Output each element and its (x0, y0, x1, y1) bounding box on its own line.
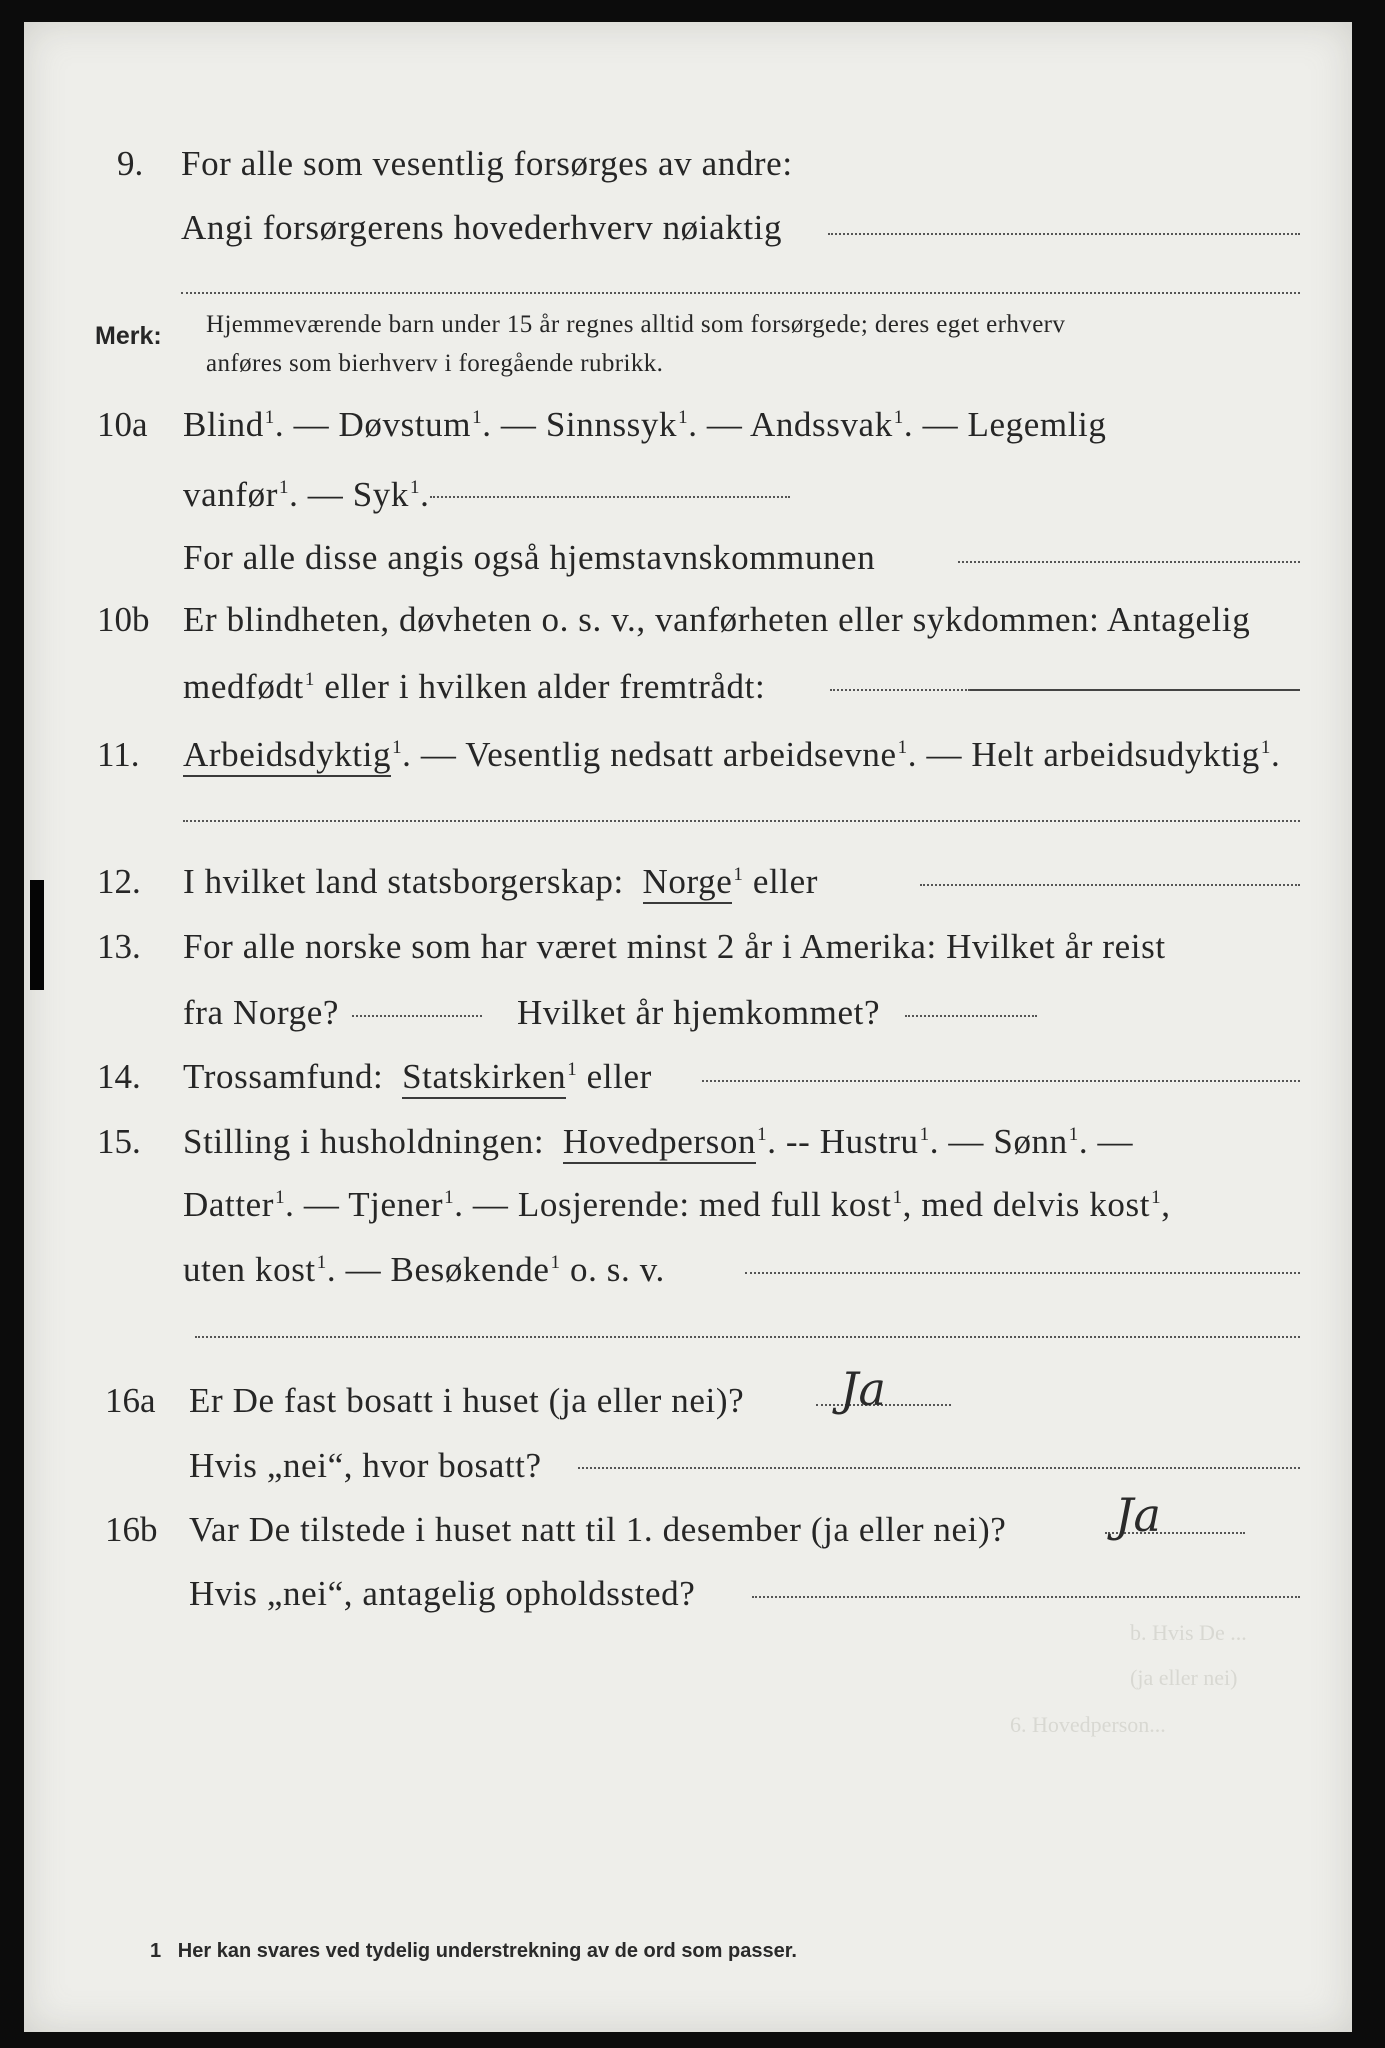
bleed-through: (ja eller nei) (1130, 1665, 1238, 1690)
opt-hovedperson: Hovedperson (563, 1122, 756, 1164)
opt-statskirken: Statskirken (402, 1057, 566, 1099)
merk-line2: anføres som bierhverv i foregående rubrikk. (206, 350, 664, 377)
sup: 1 (919, 1124, 930, 1145)
q10a-line1: Blind$^1$. — Døvstum$^1$. — Sinnssyk$^1$. — Andssvak$^1$. — Legemlig (183, 405, 1107, 444)
q9-number: 9. (117, 144, 144, 183)
q12-number: 12. (97, 862, 141, 901)
sup: 1 (304, 669, 315, 690)
q15-answer-line (745, 1272, 1300, 1274)
q10b-answer-line (830, 689, 970, 691)
opt-syk: — Syk (307, 475, 409, 514)
sup: 1 (1260, 737, 1271, 758)
sup: 1 (409, 477, 421, 498)
q13-line1: For alle norske som har været minst 2 år i Amerika: Hvilket år reist (183, 927, 1166, 966)
bleed-through: b. Hvis De ... (1130, 1620, 1247, 1645)
q10b-alder: eller i hvilken alder fremtrådt: (324, 667, 766, 706)
sup: 1 (897, 737, 908, 758)
q14-line (183, 1057, 652, 1097)
opt-hustru: . -- Hustru (767, 1122, 919, 1161)
q10b-number: 10b (97, 600, 150, 639)
bleed-through: 6. Hovedperson... (1010, 1712, 1166, 1737)
q15-osv: o. s. v. (569, 1250, 665, 1289)
q15-line3 (183, 1250, 665, 1290)
q12-eller: eller (752, 862, 818, 901)
q16a-line1: Er De fast bosatt i huset (ja eller nei)? (189, 1381, 745, 1420)
opt-blind: Blind (183, 405, 264, 444)
sup: 1 (1068, 1124, 1079, 1145)
q15-answer-line-2 (195, 1336, 1300, 1338)
opt-norge: Norge (643, 862, 733, 904)
opt-udyktig: — Helt arbeidsudyktig (926, 735, 1260, 774)
opt-besokende: . — Besøkende (326, 1250, 550, 1289)
opt-full-kost: . — Losjerende: med full kost (454, 1185, 892, 1224)
q12-answer-line (920, 884, 1300, 886)
sup: 1 (444, 1187, 455, 1208)
opt-delvis-kost: , med delvis kost (902, 1185, 1151, 1224)
merk-line1: Hjemmeværende barn under 15 år regnes alltid som forsørgede; deres eget erhverv (206, 311, 1066, 338)
opt-arbeidsdyktig: Arbeidsdyktig (183, 735, 391, 777)
footnote-text: Her kan svares ved tydelig understrekning av de ord som passer. (177, 1940, 797, 1962)
q10a-number: 10a (97, 405, 148, 444)
q9-line2: Angi forsørgerens hovederhverv nøiaktig (181, 208, 783, 247)
q10a-answer-line-2 (958, 561, 1300, 563)
q15-line2 (183, 1185, 1171, 1225)
q16b-line2: Hvis „nei“, antagelig opholdssted? (189, 1574, 696, 1613)
opt-uten-kost: uten kost (183, 1250, 316, 1289)
sup: 1 (392, 737, 403, 758)
merk-label: Merk: (95, 322, 162, 350)
q13-line2b: Hvilket år hjemkommet? (517, 993, 881, 1032)
opt-sinnssyk: — Sinnssyk (500, 405, 678, 444)
q14-text: Trossamfund: (183, 1057, 384, 1096)
sup: 1 (550, 1252, 561, 1273)
opt-legemlig: — Legemlig (922, 405, 1107, 444)
opt-sonn: . — Sønn (929, 1122, 1068, 1161)
q15-text: Stilling i husholdningen: (183, 1122, 545, 1161)
q13-answer-line-2 (905, 1015, 1037, 1017)
q14-eller: eller (586, 1057, 652, 1096)
sup: 1 (567, 1059, 578, 1080)
q10a-answer-line (430, 496, 790, 498)
q12-text: I hvilket land statsborgerskap: (183, 862, 624, 901)
opt-vanfor: vanfør (183, 475, 278, 514)
sup: 1 (892, 1187, 903, 1208)
q15-dash: . — (1078, 1122, 1134, 1161)
q13-answer-line-1 (352, 1015, 482, 1017)
q10b-answer-line-solid (970, 689, 1300, 691)
q10b-line2 (183, 667, 765, 707)
q10a-line3: For alle disse angis også hjemstavnskommunen (183, 538, 876, 577)
q15-number: 15. (97, 1122, 141, 1161)
q14-answer-line (702, 1080, 1300, 1082)
sup: 1 (893, 407, 904, 428)
binding-mark (30, 880, 44, 990)
q9-answer-line-2 (181, 292, 1300, 294)
sup: 1 (472, 407, 483, 428)
q10a-line2: vanfør$^1$. — Syk$^1$. (183, 475, 430, 514)
sup: 1 (275, 1187, 286, 1208)
q16b-line1: Var De tilstede i huset natt til 1. desember (ja eller nei)? (189, 1510, 1007, 1549)
footnote-mark: 1 (150, 1940, 162, 1962)
q10b-line1: Er blindheten, døvheten o. s. v., vanførheten eller sykdommen: Antagelig (183, 600, 1251, 639)
q16b-number: 16b (105, 1510, 158, 1549)
q13-number: 13. (97, 927, 141, 966)
opt-tjener: . — Tjener (285, 1185, 444, 1224)
opt-andssvak: — Andssvak (706, 405, 893, 444)
scan-border (1361, 0, 1385, 2048)
q15-line1 (183, 1122, 1133, 1162)
q14-number: 14. (97, 1057, 141, 1096)
q13-line2a: fra Norge? (183, 993, 339, 1032)
sup: 1 (1151, 1187, 1162, 1208)
sup: 1 (264, 407, 275, 428)
q12-line (183, 862, 818, 902)
q9-line1: For alle som vesentlig forsørges av andre: (181, 144, 793, 183)
sup: 1 (278, 477, 290, 498)
sup: 1 (316, 1252, 327, 1273)
q16b-answer-line-2 (752, 1596, 1300, 1598)
q11-line: Arbeidsdyktig$^1$. — Vesentlig nedsatt arbeidsevne$^1$. — Helt arbeidsudyktig$^1$. (183, 735, 1280, 775)
q15-comma: , (1161, 1185, 1171, 1224)
sup: 1 (757, 1124, 768, 1145)
q16a-line2: Hvis „nei“, hvor bosatt? (189, 1446, 542, 1485)
q9-answer-line (828, 233, 1300, 235)
q16a-answer-line-2 (578, 1467, 1300, 1469)
footnote (150, 1940, 797, 1963)
q16a-answer: Ja (840, 1362, 886, 1416)
q11-answer-line (183, 820, 1300, 822)
sup: 1 (678, 407, 689, 428)
opt-datter: Datter (183, 1185, 275, 1224)
opt-medfodt: medfødt (183, 667, 304, 706)
q16b-answer: Ja (1115, 1488, 1161, 1542)
opt-nedsatt: — Vesentlig nedsatt arbeidsevne (420, 735, 897, 774)
q16a-number: 16a (105, 1381, 156, 1420)
q11-number: 11. (97, 735, 140, 774)
opt-dovstum: — Døvstum (293, 405, 472, 444)
sup: 1 (733, 864, 744, 885)
